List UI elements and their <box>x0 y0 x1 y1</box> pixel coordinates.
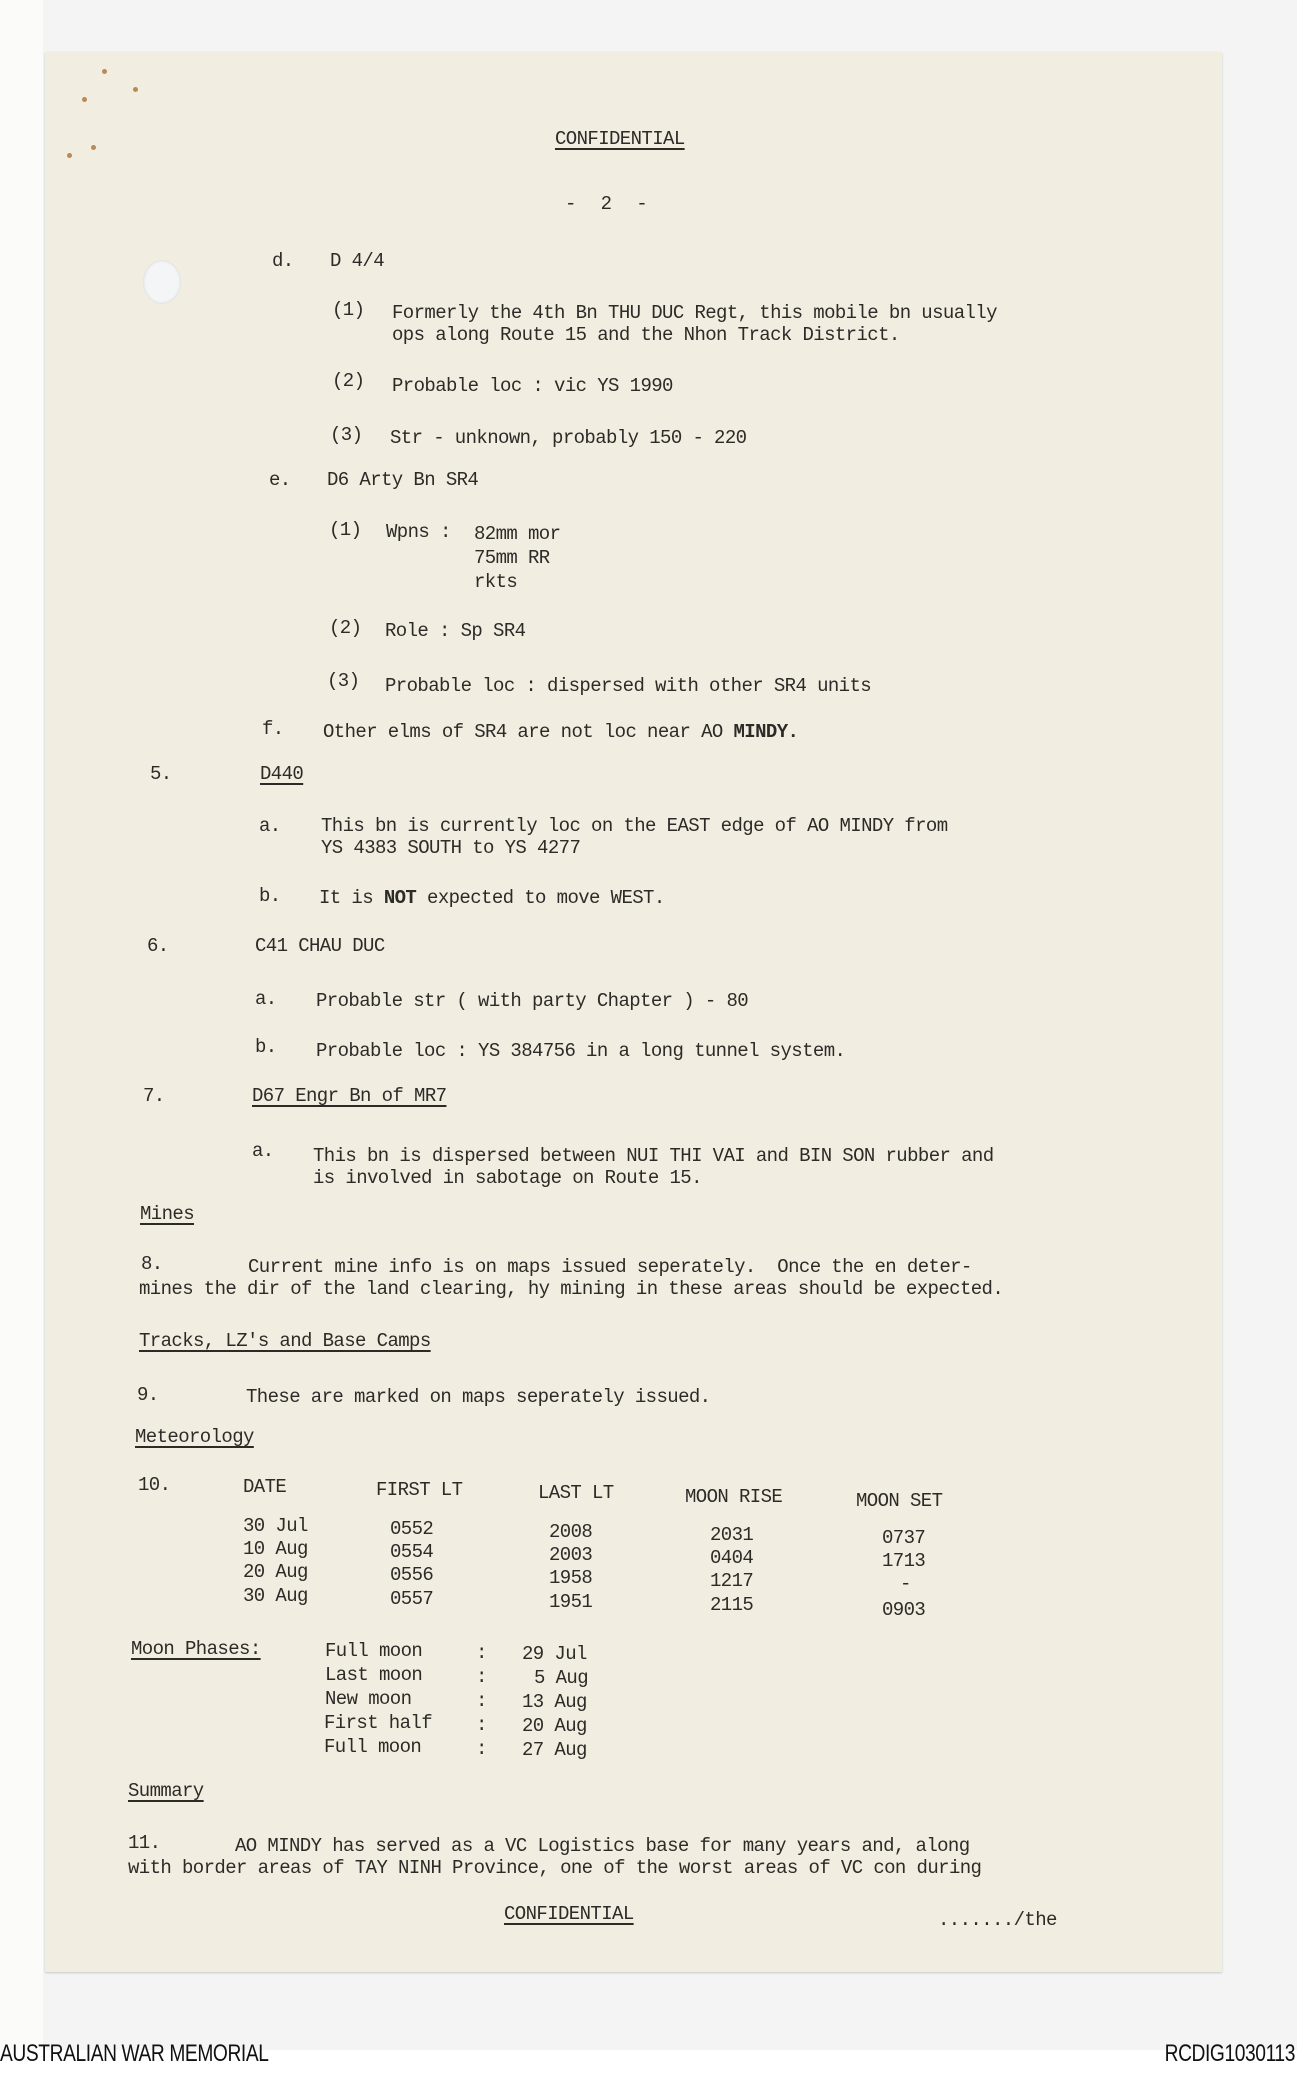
para7-title: D67 Engr Bn of MR7 <box>252 1085 447 1107</box>
tracks-text: These are marked on maps seperately issued. <box>246 1386 711 1408</box>
para5-b-text <box>319 887 665 909</box>
moon-phase-sep: : <box>476 1714 487 1736</box>
column-header: DATE <box>243 1476 287 1498</box>
item-d-title: D 4/4 <box>330 250 385 272</box>
para5-b-marker: b. <box>259 885 281 907</box>
para7-a-line: This bn is dispersed between NUI THI VAI and BIN SON rubber and <box>313 1145 994 1167</box>
moon-phase-sep: : <box>476 1642 487 1664</box>
meteorology-heading: Meteorology <box>135 1426 254 1448</box>
mines-line: Current mine info is on maps issued seperately. Once the en deter- <box>248 1256 972 1278</box>
item-e-1-label: Wpns : <box>386 521 451 543</box>
para6-b-marker: b. <box>255 1036 277 1058</box>
table-cell: 30 Aug <box>243 1585 308 1607</box>
rust-spot <box>102 69 107 74</box>
rust-spot <box>67 153 72 158</box>
item-f-body: Other elms of SR4 are not loc near AO <box>323 721 734 743</box>
para6-title: C41 CHAU DUC <box>255 935 385 957</box>
table-cell: 2115 <box>710 1594 754 1616</box>
moon-phase-sep: : <box>476 1690 487 1712</box>
moon-phase-date: 29 Jul <box>522 1643 587 1665</box>
moon-phase-sep: : <box>476 1738 487 1760</box>
table-cell: 2003 <box>549 1544 593 1566</box>
table-cell: 0737 <box>882 1527 926 1549</box>
tracks-heading: Tracks, LZ's and Base Camps <box>139 1330 431 1352</box>
table-cell: 20 Aug <box>243 1561 308 1583</box>
classification-footer: CONFIDENTIAL <box>504 1903 634 1925</box>
para5-a-line: This bn is currently loc on the EAST edge of AO MINDY from <box>321 815 948 837</box>
rust-spot <box>91 145 96 150</box>
archive-reference: RCDIG1030113 <box>1164 2040 1295 2067</box>
moon-phase-date: 20 Aug <box>522 1715 587 1737</box>
rust-spot <box>82 97 87 102</box>
page-number: - 2 - <box>565 193 648 215</box>
summary-number: 11. <box>128 1832 161 1854</box>
item-e-1-marker: (1) <box>329 519 362 541</box>
para5-a-line: YS 4383 SOUTH to YS 4277 <box>321 837 581 859</box>
summary-heading: Summary <box>128 1780 204 1802</box>
punch-hole <box>143 260 181 304</box>
continuation-marker: ......./the <box>938 1909 1057 1931</box>
moon-phase-date: 27 Aug <box>522 1739 587 1761</box>
mines-heading: Mines <box>140 1203 195 1225</box>
item-d-3-marker: (3) <box>330 424 363 446</box>
column-header: FIRST LT <box>376 1479 463 1501</box>
table-cell: 2008 <box>549 1521 593 1543</box>
item-e-3-marker: (3) <box>327 670 360 692</box>
para7-a-line: is involved in sabotage on Route 15. <box>313 1167 702 1189</box>
moon-phase-name: Last moon <box>325 1664 423 1686</box>
table-cell: 0903 <box>882 1599 926 1621</box>
table-cell: 1217 <box>710 1570 754 1592</box>
para7-number: 7. <box>143 1085 165 1107</box>
item-e-2-marker: (2) <box>329 617 362 639</box>
item-f-emphasis: MINDY. <box>733 721 799 743</box>
item-d-2-marker: (2) <box>332 370 365 392</box>
item-d-2-line: Probable loc : vic YS 1990 <box>392 375 673 397</box>
weapon-item: rkts <box>474 571 518 593</box>
para7-a-marker: a. <box>252 1140 274 1162</box>
table-cell: 1713 <box>882 1550 926 1572</box>
column-header: MOON SET <box>856 1490 943 1512</box>
table-cell: 1958 <box>549 1567 593 1589</box>
moon-phase-name: First half <box>324 1712 433 1734</box>
meteorology-number: 10. <box>138 1474 171 1496</box>
table-cell: 0557 <box>390 1588 434 1610</box>
para5-a-marker: a. <box>259 815 281 837</box>
item-e-title: D6 Arty Bn SR4 <box>327 469 479 491</box>
para6-a-marker: a. <box>255 988 277 1010</box>
archive-institution: AUSTRALIAN WAR MEMORIAL <box>0 2040 269 2067</box>
item-d-3-line: Str - unknown, probably 150 - 220 <box>390 427 747 449</box>
classification-header: CONFIDENTIAL <box>555 128 685 150</box>
weapon-item: 82mm mor <box>474 523 561 545</box>
table-cell: 0556 <box>390 1564 434 1586</box>
mines-line: mines the dir of the land clearing, hy mining in these areas should be expected. <box>139 1278 1004 1300</box>
para5-number: 5. <box>150 763 172 785</box>
table-cell: 2031 <box>710 1524 754 1546</box>
para5-b-post: expected to move WEST. <box>416 887 665 909</box>
moon-phase-name: Full moon <box>325 1640 423 1662</box>
item-d-1-line: ops along Route 15 and the Nhon Track District. <box>392 324 900 346</box>
table-cell: 30 Jul <box>243 1515 308 1537</box>
table-cell: 0554 <box>390 1541 434 1563</box>
item-d-marker: d. <box>272 250 294 272</box>
table-cell: 1951 <box>549 1591 593 1613</box>
item-f-marker: f. <box>262 718 284 740</box>
moon-phase-sep: : <box>476 1666 487 1688</box>
tracks-number: 9. <box>137 1384 159 1406</box>
column-header: LAST LT <box>538 1482 614 1504</box>
mines-number: 8. <box>141 1253 163 1275</box>
item-e-marker: e. <box>269 469 291 491</box>
para5-b-emphasis: NOT <box>383 887 417 909</box>
moon-phase-name: New moon <box>325 1688 412 1710</box>
item-f-text <box>323 721 798 743</box>
item-d-1-marker: (1) <box>332 299 365 321</box>
para6-b-text: Probable loc : YS 384756 in a long tunnel system. <box>316 1040 846 1062</box>
item-e-2-line: Role : Sp SR4 <box>385 620 526 642</box>
rust-spot <box>133 87 138 92</box>
table-cell: 0404 <box>710 1547 754 1569</box>
scan-margin <box>0 0 44 2050</box>
moon-phase-date: 13 Aug <box>522 1691 587 1713</box>
weapon-item: 75mm RR <box>474 547 550 569</box>
para6-number: 6. <box>147 935 169 957</box>
item-d-1-line: Formerly the 4th Bn THU DUC Regt, this mobile bn usually <box>392 302 997 324</box>
para5-title: D440 <box>260 763 304 785</box>
table-cell: 10 Aug <box>243 1538 308 1560</box>
summary-line: AO MINDY has served as a VC Logistics base for many years and, along <box>235 1835 970 1857</box>
column-header: MOON RISE <box>685 1486 783 1508</box>
para6-a-text: Probable str ( with party Chapter ) - 80 <box>316 990 749 1012</box>
moon-phase-date: 5 Aug <box>534 1667 589 1689</box>
moon-phase-name: Full moon <box>324 1736 422 1758</box>
table-cell: - <box>900 1573 911 1595</box>
moon-phases-heading: Moon Phases: <box>131 1638 261 1660</box>
item-e-3-line: Probable loc : dispersed with other SR4 units <box>385 675 872 697</box>
para5-b-pre: It is <box>319 887 384 909</box>
summary-line: with border areas of TAY NINH Province, one of the worst areas of VC con during <box>128 1857 982 1879</box>
table-cell: 0552 <box>390 1518 434 1540</box>
